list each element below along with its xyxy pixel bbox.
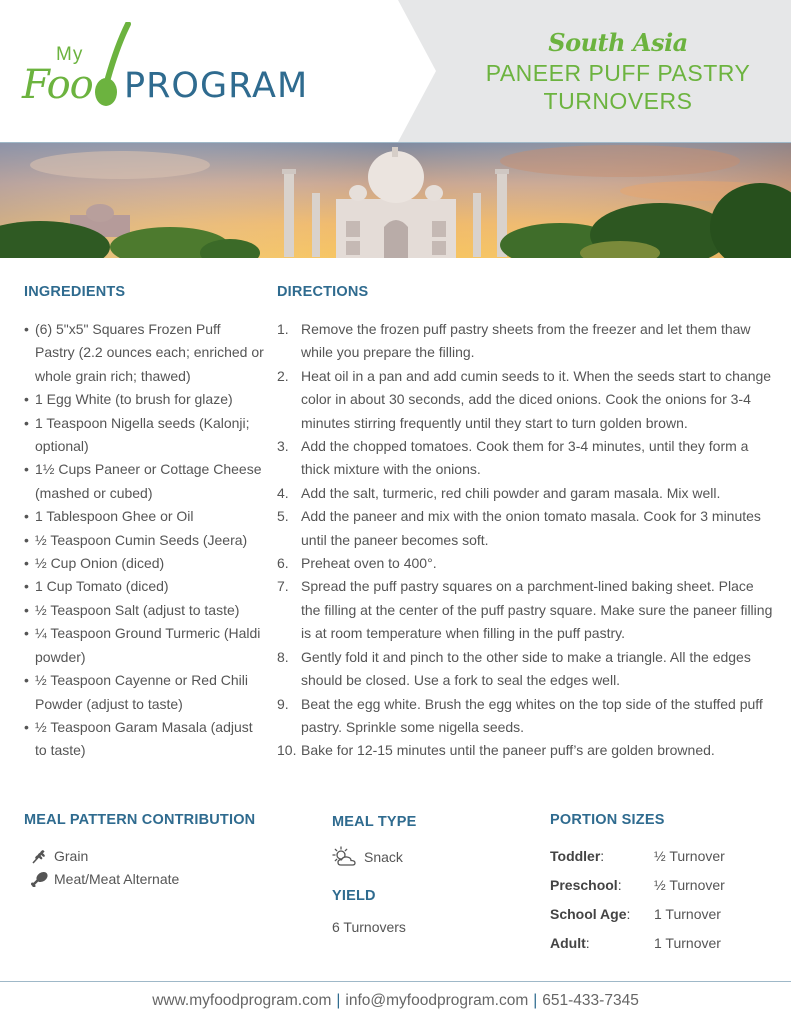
direction-step (277, 318, 777, 365)
ingredients-section (24, 284, 264, 763)
step-text: Bake for 12-15 minutes until the paneer puff’s are golden browned. (301, 742, 715, 759)
ingredients-list (24, 318, 264, 763)
portion-label: School Age (550, 905, 627, 922)
portion-row (550, 841, 780, 870)
step-number: 2. (277, 367, 289, 384)
direction-step (277, 693, 777, 740)
portion-value: 1 Turnover (654, 905, 721, 922)
footer-email-link[interactable]: info@myfoodprogram.com (345, 992, 529, 1009)
label-colon: : (585, 934, 590, 951)
recipe-title-line1: PANEER PUFF PASTRY (485, 60, 751, 86)
step-text: Add the chopped tomatoes. Cook them for 3-4 minutes, until they form a thick mixture with the onions. (301, 438, 749, 478)
ingredient-item: • 1½ Cups Paneer or Cottage Cheese (mashed or cubed) (24, 458, 264, 505)
meal-type-section (332, 814, 522, 868)
ingredient-item: • 1 Egg White (to brush for glaze) (24, 388, 264, 411)
ingredient-item: • ½ Cup Onion (diced) (24, 552, 264, 575)
region-label: South Asia (548, 28, 688, 57)
direction-step (277, 575, 777, 645)
label-colon: : (600, 847, 605, 864)
step-number: 4. (277, 484, 289, 501)
label-colon: : (617, 876, 622, 893)
direction-step (277, 505, 777, 552)
directions-section (277, 284, 777, 763)
recipe-title-line2: TURNOVERS (543, 88, 693, 114)
portion-label: Preschool (550, 876, 618, 893)
header (0, 0, 791, 142)
portion-label-cell (550, 848, 654, 864)
footer-phone: 651-433-7345 (542, 992, 639, 1009)
ingredient-item: • 1 Teaspoon Nigella seeds (Kalonji; optional) (24, 412, 264, 459)
yield-heading: YIELD (332, 888, 376, 904)
step-text: Gently fold it and pinch to the other side to make a triangle. All the edges should be closed. Use a fork to seal the edges well. (301, 648, 751, 689)
yield-value: 6 Turnovers (332, 919, 406, 935)
portion-row (550, 870, 780, 899)
step-text: Spread the puff pastry squares on a parchment-lined baking sheet. Place the filling at the center of the puff pastry square. Make sure the paneer filling is at room temperature when filling in the puff pastry. (301, 578, 773, 642)
portion-value: 1 Turnover (654, 934, 721, 951)
wheat-icon (30, 848, 50, 864)
meal-type-heading: MEAL TYPE (332, 814, 417, 830)
ingredients-heading: INGREDIENTS (24, 284, 126, 300)
meal-pattern-heading: MEAL PATTERN CONTRIBUTION (24, 812, 256, 828)
portion-sizes-section (550, 812, 780, 957)
direction-step (277, 739, 777, 762)
title-area (448, 28, 788, 115)
portion-label-cell (550, 935, 654, 951)
step-number: 3. (277, 438, 289, 455)
ingredient-item: • ½ Teaspoon Cayenne or Red Chili Powder (adjust to taste) (24, 669, 264, 716)
portion-label-cell (550, 906, 654, 922)
ingredient-item: • ¼ Teaspoon Ground Turmeric (Haldi powder) (24, 622, 264, 669)
ingredient-item: • (6) 5"x5" Squares Frozen Puff Pastry (2.2 ounces each; enriched or whole grain rich; thawed) (24, 318, 264, 388)
direction-step (277, 482, 777, 505)
step-number: 10. (277, 742, 297, 759)
portion-sizes-list (550, 841, 780, 957)
direction-step (277, 365, 777, 435)
step-text: Add the salt, turmeric, red chili powder and garam masala. Mix well. (301, 484, 721, 501)
logo-program: PROGRAM (124, 66, 309, 106)
meal-pattern-list (24, 844, 304, 890)
portion-row (550, 928, 780, 957)
step-number: 1. (277, 321, 289, 337)
step-text: Remove the frozen puff pastry sheets from the freezer and let them thaw while you prepare the filling. (301, 321, 751, 361)
step-number: 5. (277, 508, 289, 525)
ingredient-item: • ½ Teaspoon Cumin Seeds (Jeera) (24, 529, 264, 552)
portion-label: Adult (550, 934, 586, 951)
ingredient-item: • 1 Cup Tomato (diced) (24, 575, 264, 598)
ingredient-item: • ½ Teaspoon Garam Masala (adjust to taste) (24, 716, 264, 763)
meal-pattern-item (24, 867, 304, 890)
brand-logo (22, 22, 312, 112)
portion-label-cell (550, 877, 654, 893)
logo-my: My (56, 44, 84, 65)
ingredient-item: • ½ Teaspoon Salt (adjust to taste) (24, 599, 264, 622)
step-text: Add the paneer and mix with the onion tomato masala. Cook for 3 minutes until the paneer becomes soft. (301, 508, 761, 548)
step-number: 7. (277, 578, 289, 595)
directions-list (277, 318, 777, 763)
portion-value: ½ Turnover (654, 876, 725, 893)
meal-pattern-item (24, 844, 304, 867)
footer (0, 992, 791, 1010)
step-number: 9. (277, 695, 289, 712)
portion-value: ½ Turnover (654, 847, 725, 864)
meal-pattern-label: Meat/Meat Alternate (54, 870, 180, 887)
portion-row (550, 899, 780, 928)
portion-sizes-heading: PORTION SIZES (550, 812, 665, 828)
logo-food: Foo (22, 62, 93, 108)
meal-type-value (332, 846, 522, 868)
direction-step (277, 646, 777, 693)
portion-label: Toddler (550, 847, 601, 864)
footer-website-link[interactable]: www.myfoodprogram.com (152, 992, 332, 1009)
direction-step (277, 552, 777, 575)
taj-mahal-photo (0, 143, 791, 258)
drumstick-icon (30, 871, 50, 887)
step-number: 8. (277, 648, 289, 665)
directions-heading: DIRECTIONS (277, 284, 369, 300)
step-text: Beat the egg white. Brush the egg whites on the top side of the stuffed puff pastry. Sprinkle some nigella seeds. (301, 695, 763, 735)
yield-section (332, 888, 522, 935)
footer-divider (0, 981, 791, 982)
label-colon: : (626, 905, 631, 922)
step-text: Preheat oven to 400°. (301, 555, 437, 572)
meal-type-label: Snack (364, 849, 403, 865)
step-number: 6. (277, 555, 289, 572)
step-text: Heat oil in a pan and add cumin seeds to it. When the seeds start to change color in about 30 seconds, add the diced onions. Cook the onions for 3-4 minutes stirring frequently until they start to turn golden brown. (301, 367, 772, 431)
meal-pattern-label: Grain (54, 847, 89, 864)
banner-image (0, 142, 791, 258)
footer-separator: | (533, 992, 538, 1009)
direction-step (277, 435, 777, 482)
footer-separator: | (336, 992, 341, 1009)
logo-panel (0, 0, 436, 142)
meal-pattern-section (24, 812, 304, 890)
recipe-title (448, 59, 788, 115)
sun-cloud-icon (332, 846, 358, 868)
ingredient-item: • 1 Tablespoon Ghee or Oil (24, 505, 264, 528)
